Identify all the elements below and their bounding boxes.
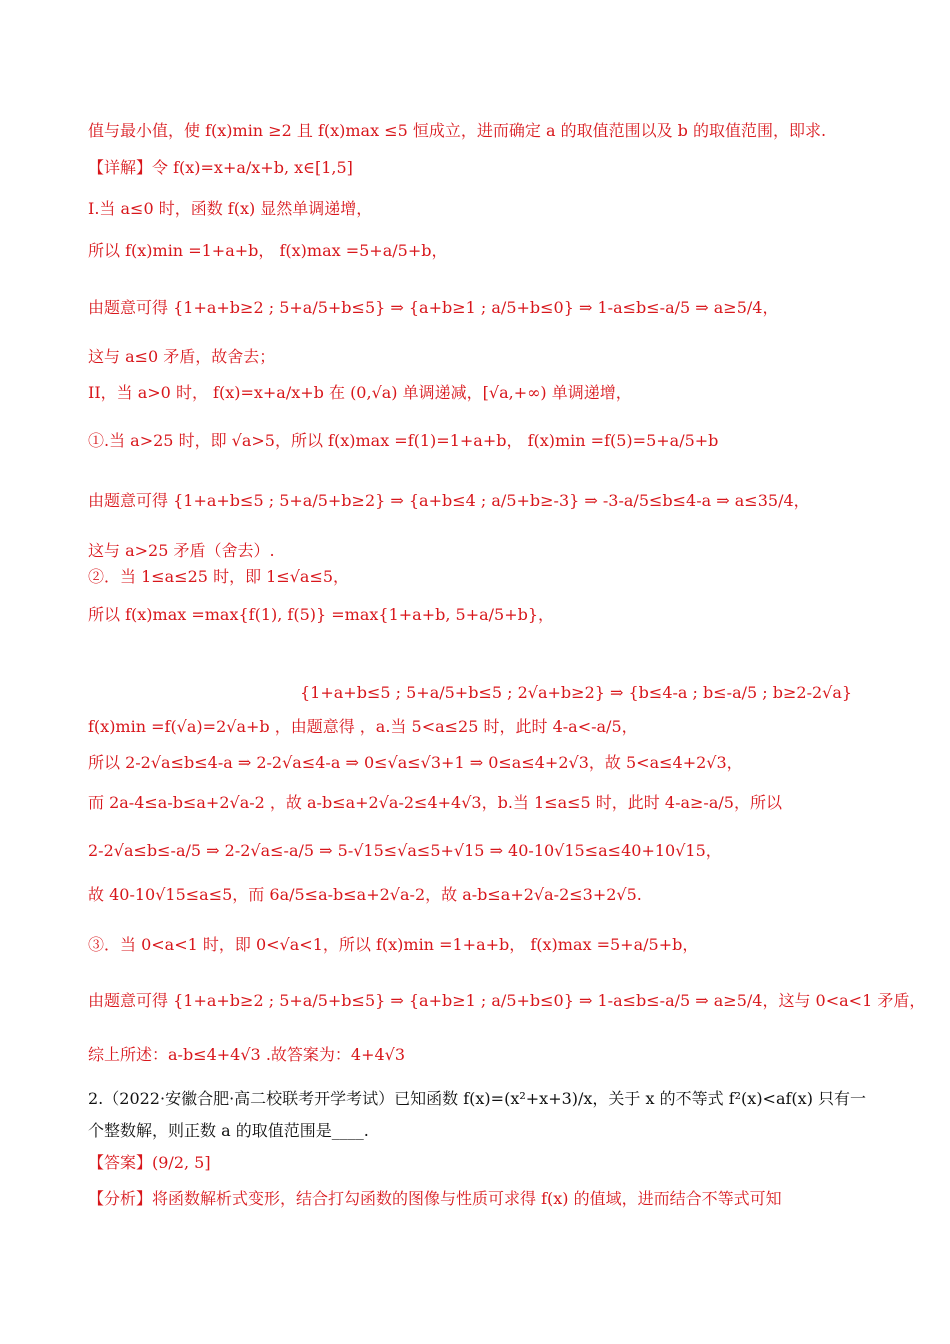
text-line-15: 所以 2-2√a≤b≤4-a ⇒ 2-2√a≤4-a ⇒ 0≤√a≤√3+1 ⇒ 0≤a≤4+2√3，故 5<a≤4+2√3， <box>88 753 743 772</box>
analysis-line: 【分析】将函数解析式变形，结合打勾函数的图像与性质可求得 f(x) 的值域，进而结合不等式可知 <box>88 1189 782 1208</box>
text-line-9: 由题意可得 {1+a+b≤5 ; 5+a/5+b≥2} ⇒ {a+b≤4 ; a/5+b≥-3} ⇒ -3-a/5≤b≤4-a ⇒ a≤35/4， <box>88 491 810 510</box>
problem-2-line-2: 个整数解，则正数 a 的取值范围是____. <box>88 1121 369 1140</box>
text-line-17: 2-2√a≤b≤-a/5 ⇒ 2-2√a≤-a/5 ⇒ 5-√15≤√a≤5+√15 ⇒ 40-10√15≤a≤40+10√15， <box>88 841 722 860</box>
text-line-21: 综上所述：a-b≤4+4√3 .故答案为：4+4√3 <box>88 1045 406 1064</box>
text-line-14: f(x)min =f(√a)=2√a+b ，由题意得 ，a.当 5<a≤25 时，此时 4-a<-a/5， <box>88 717 638 736</box>
problem-2-line-1: 2.（2022·安徽合肥·高二校联考开学考试）已知函数 f(x)=(x²+x+3)/x，关于 x 的不等式 f²(x)<af(x) 只有一 <box>88 1089 867 1108</box>
text-line-12: 所以 f(x)max =max{f(1), f(5)} =max{1+a+b, 5+a/5+b}， <box>88 605 555 624</box>
text-line-18: 故 40-10√15≤a≤5，而 6a/5≤a-b≤a+2√a-2，故 a-b≤a+2√a-2≤3+2√5. <box>88 885 642 904</box>
text-line-13: {1+a+b≤5 ; 5+a/5+b≤5 ; 2√a+b≥2} ⇒ {b≤4-a ; b≤-a/5 ; b≥2-2√a} <box>300 683 853 702</box>
text-line-5: 由题意可得 {1+a+b≥2 ; 5+a/5+b≤5} ⇒ {a+b≥1 ; a/5+b≤0} ⇒ 1-a≤b≤-a/5 ⇒ a≥5/4， <box>88 298 779 317</box>
text-line-16: 而 2a-4≤a-b≤a+2√a-2 ，故 a-b≤a+2√a-2≤4+4√3，b.当 1≤a≤5 时，此时 4-a≥-a/5，所以 <box>88 793 782 812</box>
text-line-6: 这与 a≤0 矛盾，故舍去； <box>88 347 276 366</box>
text-line-10: 这与 a>25 矛盾（舍去）. <box>88 541 275 560</box>
text-line-11: ②．当 1≤a≤25 时，即 1≤√a≤5， <box>88 567 350 586</box>
answer-line: 【答案】(9/2, 5] <box>88 1153 211 1172</box>
text-line-4: 所以 f(x)min =1+a+b， f(x)max =5+a/5+b， <box>88 241 448 260</box>
text-line-3: I.当 a≤0 时，函数 f(x) 显然单调递增， <box>88 199 373 218</box>
text-line-20: 由题意可得 {1+a+b≥2 ; 5+a/5+b≤5} ⇒ {a+b≥1 ; a/5+b≤0} ⇒ 1-a≤b≤-a/5 ⇒ a≥5/4，这与 0<a<1 矛盾， <box>88 991 926 1010</box>
text-line-1: 值与最小值，使 f(x)min ≥2 且 f(x)max ≤5 恒成立，进而确定 a 的取值范围以及 b 的取值范围，即求. <box>88 121 827 140</box>
text-line-2: 【详解】令 f(x)=x+a/x+b, x∈[1,5] <box>88 158 353 177</box>
text-line-7: II，当 a>0 时， f(x)=x+a/x+b 在 (0,√a) 单调递减，[√a,+∞) 单调递增， <box>88 383 632 402</box>
text-line-8: ①.当 a>25 时，即 √a>5，所以 f(x)max =f(1)=1+a+b， f(x)min =f(5)=5+a/5+b <box>88 431 719 450</box>
text-line-19: ③．当 0<a<1 时，即 0<√a<1，所以 f(x)min =1+a+b， f(x)max =5+a/5+b， <box>88 935 699 954</box>
